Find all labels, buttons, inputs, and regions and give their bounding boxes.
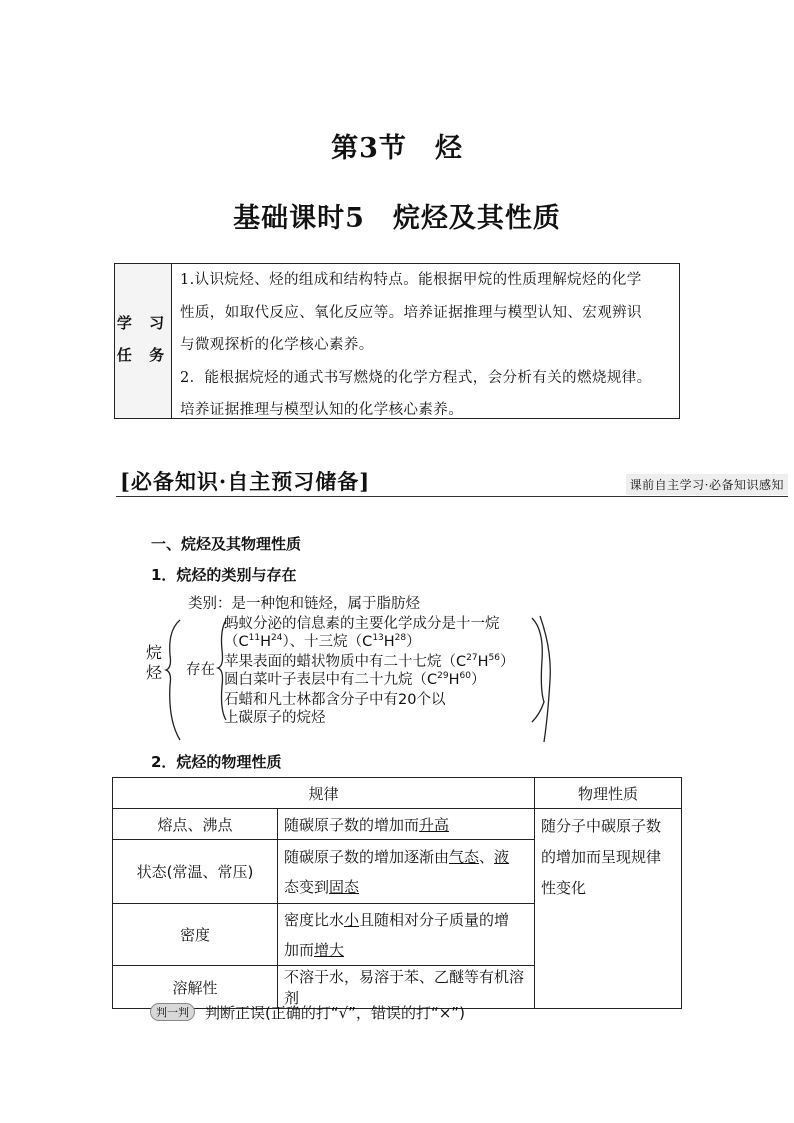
exist-line: 石蜡和凡士林都含分子中有20个以 [224, 692, 446, 708]
judge-text: 判断正误(正确的打“√”，错误的打“×”) [205, 1004, 465, 1022]
sub1-heading: 1．烷烃的类别与存在 [151, 566, 297, 584]
task-line: 与微观探析的化学核心素养。 [180, 337, 374, 353]
property-line: 性变化 [541, 879, 587, 897]
row-rule: 不溶于水，易溶于苯、乙醚等有机溶剂 [278, 966, 535, 1009]
table-row [113, 809, 682, 840]
learning-task-text [180, 264, 673, 427]
root-char-1: 烷 [146, 643, 163, 662]
exist-line: 圆白菜叶子表层中有二十九烷$(C^{29}H^{60})$ [224, 671, 486, 688]
exist-label: 存在 [186, 662, 215, 678]
property-line: 的增加而呈现规律 [541, 848, 662, 866]
table-header-row [113, 778, 682, 809]
judge-badge: 判一判 [150, 1003, 195, 1021]
row-name: 密度 [113, 904, 278, 966]
task-line: 2．能根据烷烃的通式书写燃烧的化学方程式，会分析有关的燃烧规律。 [180, 369, 652, 386]
lesson-title: 基础课时5 烷烃及其性质 [233, 203, 561, 234]
task-label-line2: 任 务 [116, 346, 171, 364]
task-line: 性质，如取代反应、氧化反应等。培养证据推理与模型认知、宏观辨识 [180, 304, 642, 321]
property-summary [535, 809, 682, 1009]
physical-properties-table [112, 777, 682, 1009]
learning-task-label [115, 264, 172, 418]
task-line: 1.认识烷烃、烃的组成和结构特点。能根据甲烷的性质理解烷烃的化学 [180, 272, 642, 288]
header-property: 物理性质 [535, 778, 682, 809]
learning-task-box [114, 263, 680, 419]
exist-line: $(C^{11}H^{24})$、十三烷$(C^{13}H^{28})$ [224, 633, 421, 650]
header-rule: 规律 [113, 778, 535, 809]
property-line: 随分子中碳原子数 [541, 817, 662, 835]
row-name: 熔点、沸点 [113, 809, 278, 840]
row-rule: 随碳原子数的增加逐渐由气态、液 态变到固态 [278, 840, 535, 904]
row-name: 溶解性 [113, 966, 278, 1009]
task-line: 培养证据推理与模型认知的化学核心素养。 [180, 402, 464, 418]
part1-heading: 一、烷烃及其物理性质 [151, 535, 302, 553]
root-char-2: 烃 [146, 663, 163, 682]
banner-tag: 课前自主学习·必备知识感知 [626, 474, 788, 495]
section-title: 第3节 烃 [331, 133, 463, 164]
section-banner [116, 468, 788, 497]
sub2-heading: 2．烷烃的物理性质 [151, 753, 282, 771]
task-label-line1: 学 习 [116, 314, 171, 332]
row-rule: 密度比水小且随相对分子质量的增 加而增大 [278, 904, 535, 966]
row-rule: 随碳原子数的增加而升高 [278, 809, 535, 840]
exist-line: 苹果表面的蜡状物质中有二十七烷$(C^{27}H^{56})$ [224, 653, 515, 670]
exist-line: 蚂蚁分泌的信息素的主要化学成分是十一烷 [224, 616, 500, 632]
banner-title: [必备知识·自主预习储备] [120, 469, 371, 494]
category-text: 类别：是一种饱和链烃，属于脂肪烃 [188, 596, 420, 612]
alkane-diagram [140, 590, 560, 750]
judge-instruction [150, 1002, 465, 1023]
row-name: 状态(常温、常压) [113, 840, 278, 904]
exist-line: 上碳原子的烷烃 [224, 710, 326, 726]
